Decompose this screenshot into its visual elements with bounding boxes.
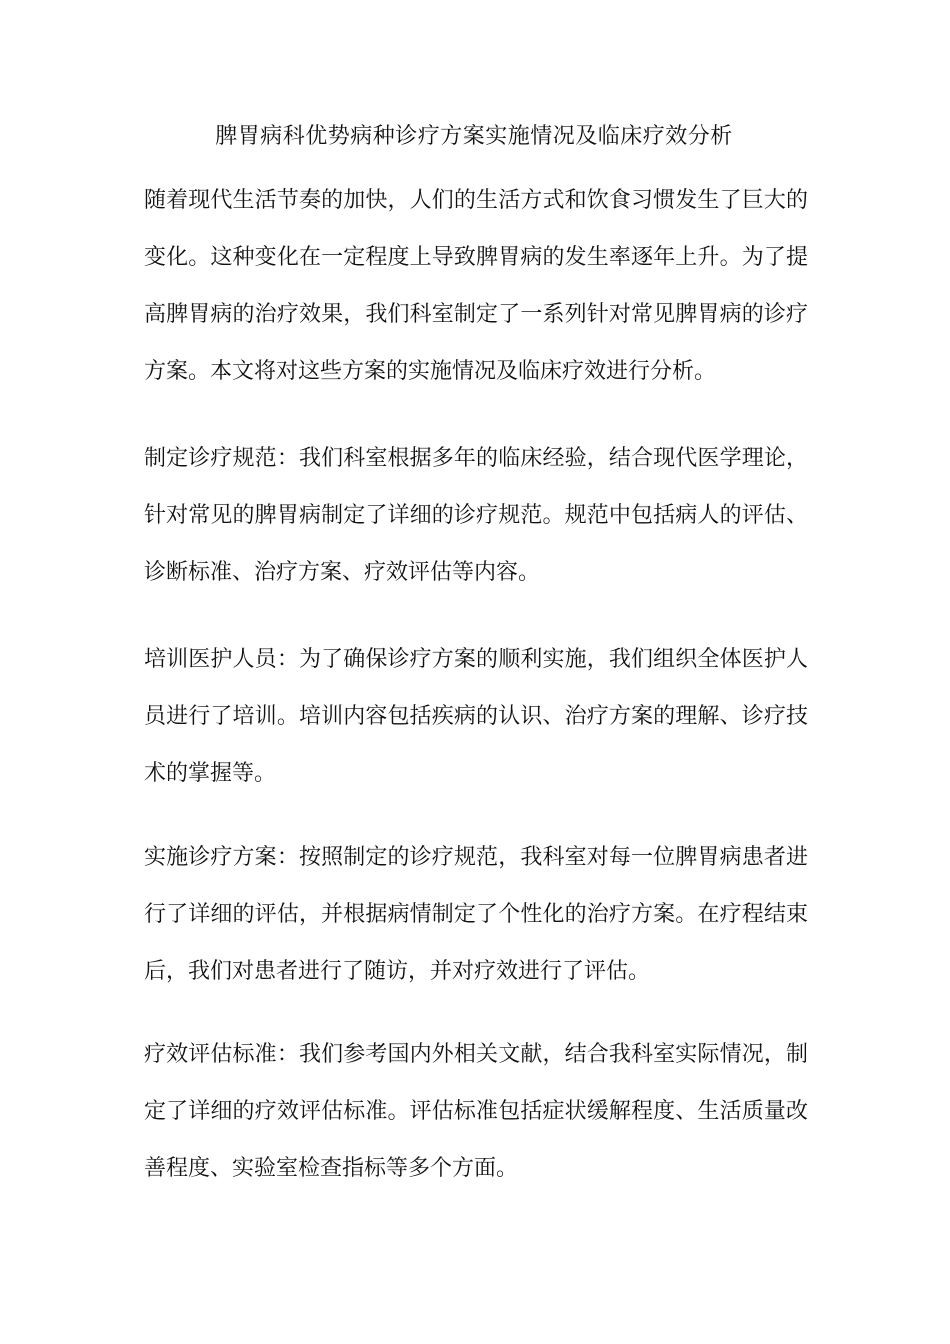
paragraph-line: 变化。这种变化在一定程度上导致脾胃病的发生率逐年上升。为了提 (144, 245, 808, 270)
paragraph-implementation (144, 829, 808, 1000)
paragraph-line: 随着现代生活节奏的加快，人们的生活方式和饮食习惯发生了巨大的 (144, 188, 808, 213)
paragraph-line: 定了详细的疗效评估标准。评估标准包括症状缓解程度、生活质量改 (144, 1099, 808, 1124)
paragraph-line: 善程度、实验室检查指标等多个方面。 (144, 1156, 519, 1181)
paragraph-efficacy-standards (144, 1026, 808, 1197)
paragraph-line: 术的掌握等。 (144, 761, 277, 786)
paragraph-diagnosis-standards (144, 430, 808, 601)
paragraph-line: 高脾胃病的治疗效果，我们科室制定了一系列针对常见脾胃病的诊疗 (144, 302, 808, 327)
paragraph-intro (144, 172, 808, 400)
paragraph-line: 员进行了培训。培训内容包括疾病的认识、治疗方案的理解、诊疗技 (144, 704, 808, 729)
paragraph-staff-training (144, 631, 808, 802)
paragraph-line: 方案。本文将对这些方案的实施情况及临床疗效进行分析。 (144, 359, 717, 384)
paragraph-line: 行了详细的评估，并根据病情制定了个性化的治疗方案。在疗程结束 (144, 902, 808, 927)
paragraph-line: 诊断标准、治疗方案、疗效评估等内容。 (144, 560, 541, 585)
paragraph-line: 针对常见的脾胃病制定了详细的诊疗规范。规范中包括病人的评估、 (144, 503, 808, 528)
paragraph-line: 后，我们对患者进行了随访，并对疗效进行了评估。 (144, 959, 651, 984)
paragraph-line: 疗效评估标准：我们参考国内外相关文献，结合我科室实际情况，制 (144, 1042, 808, 1067)
paragraph-line: 培训医护人员：为了确保诊疗方案的顺利实施，我们组织全体医护人 (144, 647, 808, 672)
paragraph-line: 实施诊疗方案：按照制定的诊疗规范，我科室对每一位脾胃病患者进 (144, 845, 808, 870)
paragraph-line: 制定诊疗规范：我们科室根据多年的临床经验，结合现代医学理论， (144, 446, 808, 471)
document-title: 脾胃病科优势病种诊疗方案实施情况及临床疗效分析 (215, 124, 733, 149)
